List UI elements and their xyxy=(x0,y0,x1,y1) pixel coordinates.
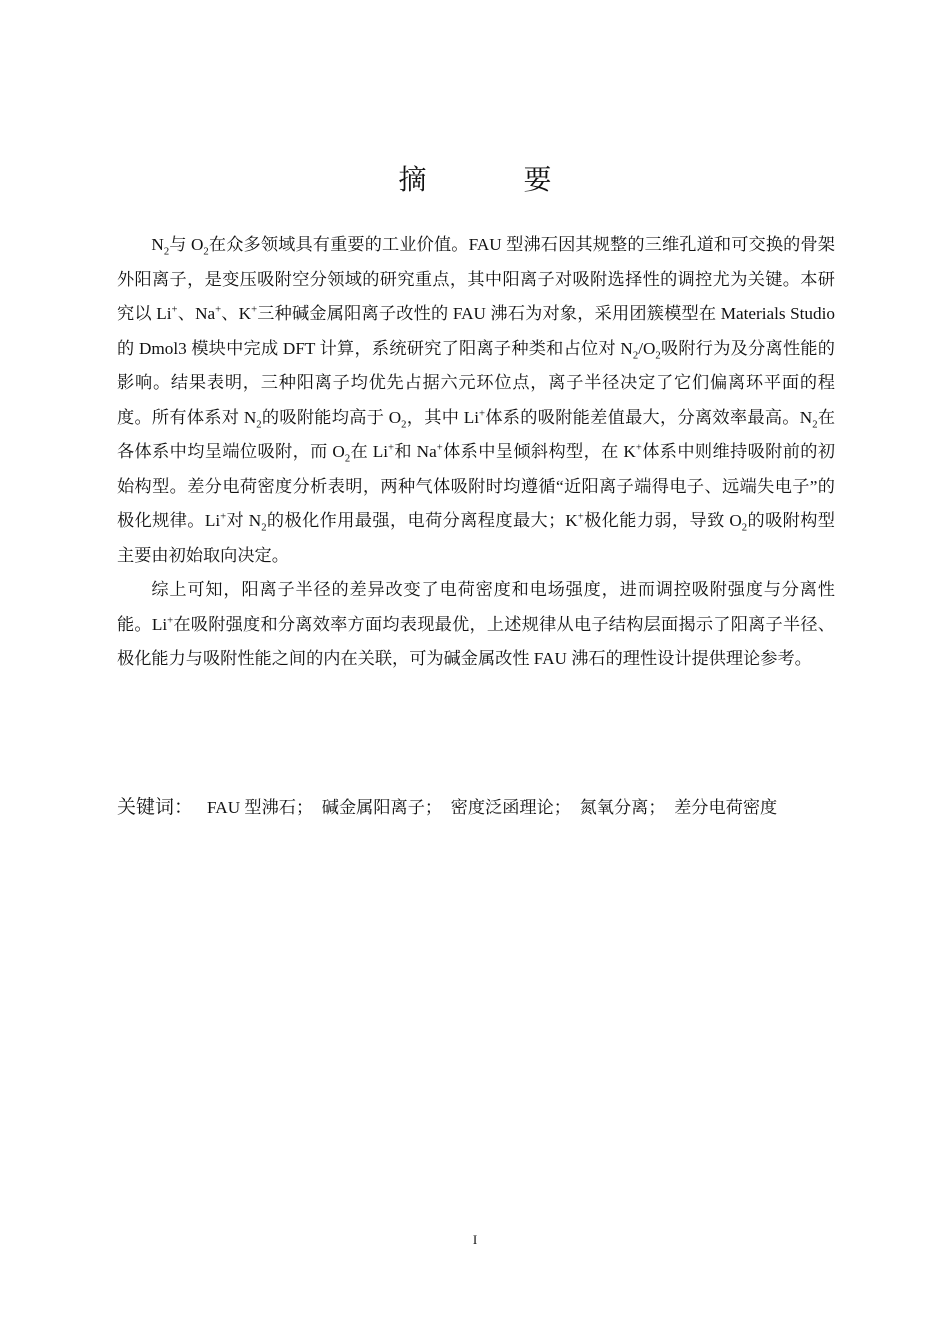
abstract-paragraph-1: $N_2$与 $O_2$在众多领域具有重要的工业价值。FAU 型沸石因其规整的三维孔道和可交换的骨架外阳离子，是变压吸附空分领域的研究重点，其中阳离子对吸附选择性的调控尤为关键。本研究以 Li+、Na+、K+三种碱金属阳离子改性的 FAU 沸石为对象，采用团簇模型在 Materials Studio 的 Dmol3 模块中完成 DFT 计算，系统研究了阳离子种类和占位对 $N_2/O_2$吸附行为及分离性能的影响。结果表明，三种阳离子均优先占据六元环位点，离子半径决定了它们偏离环平面的程度。所有体系对 $N_2$的吸附能均高于 $O_2$，其中 Li+体系的吸附能差值最大，分离效率最高。$N_2$在各体系中均呈端位吸附，而 $O_2$在 Li+和 Na+体系中呈倾斜构型，在 K+体系中则维持吸附前的初始构型。差分电荷密度分析表明，两种气体吸附时均遵循“近阳离子端得电子、远端失电子”的极化规律。Li+对 $N_2$的极化作用最强，电荷分离程度最大；K+极化能力弱，导致 $O_2$的吸附构型主要由初始取向决定。 xyxy=(117,235,836,565)
keywords-text: FAU 型沸石； 碱金属阳离子； 密度泛函理论； 氮氧分离； 差分电荷密度 xyxy=(207,798,778,817)
keywords-label: 关键词： xyxy=(117,796,194,818)
keywords xyxy=(117,796,835,819)
page-number: I xyxy=(472,1232,478,1247)
abstract-paragraph-2: 综上可知，阳离子半径的差异改变了电荷密度和电场强度，进而调控吸附强度与分离性能。Li+在吸附强度和分离效率方面均表现最优，上述规律从电子结构层面揭示了阳离子半径、极化能力与吸附性能之间的内在关联，可为碱金属改性 FAU 沸石的理性设计提供理论参考。 xyxy=(117,580,835,668)
abstract-title: 摘 要 xyxy=(398,163,596,196)
abstract-body xyxy=(117,228,835,677)
